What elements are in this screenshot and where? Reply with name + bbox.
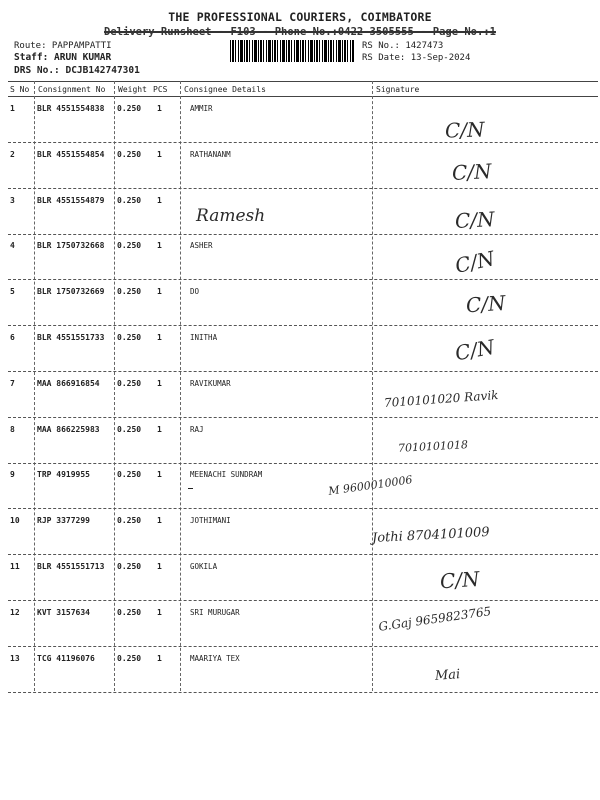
consignment-number: TRP 4919955: [37, 470, 90, 480]
row-serial-number: 5: [10, 287, 15, 297]
barcode-image: [230, 40, 354, 62]
pcs-value: 1: [157, 195, 162, 205]
pcs-value: 1: [157, 516, 162, 526]
column-header-sno: S No: [10, 85, 30, 94]
row-serial-number: 12: [10, 607, 20, 617]
weight-value: 0.250: [117, 378, 142, 388]
column-header-signature: Signature: [376, 85, 420, 94]
weight-value: 0.250: [117, 104, 142, 113]
pcs-value: 1: [157, 653, 162, 663]
row-separator: [8, 417, 598, 418]
handwritten-signature: M 9600010006: [327, 473, 414, 498]
consignee-name: MAARIYA TEX: [190, 653, 240, 663]
handwritten-signature: C/N: [454, 206, 496, 234]
handwritten-note: Ramesh: [196, 206, 266, 226]
weight-value: 0.250: [117, 241, 142, 251]
handwritten-signature: 7010101018: [397, 438, 469, 455]
weight-value: 0.250: [117, 195, 142, 205]
pcs-value: 1: [157, 241, 162, 251]
consignment-number: BLR 1750732669: [37, 287, 105, 297]
row-serial-number: 2: [10, 149, 15, 159]
consignment-number: KVT 3157634: [37, 607, 90, 617]
consignment-number: MAA 866225983: [37, 424, 100, 434]
consignment-number: BLR 4551551713: [37, 562, 105, 571]
consignment-number: BLR 4551554879: [37, 195, 105, 205]
handwritten-signature: Jothi 8704101009: [371, 524, 490, 547]
pcs-value: 1: [157, 333, 162, 342]
consignment-number: TCG 41196076: [37, 653, 95, 663]
weight-value: 0.250: [117, 333, 142, 342]
weight-value: 0.250: [117, 149, 142, 159]
consignment-number: BLR 1750732668: [37, 241, 105, 251]
consignment-number: MAA 866916854: [37, 378, 100, 388]
weight-value: 0.250: [117, 516, 142, 526]
staff-label: Staff: ARUN KUMAR: [14, 52, 112, 63]
weight-value: 0.250: [117, 287, 142, 297]
row-serial-number: 6: [10, 333, 15, 342]
row-serial-number: 4: [10, 241, 15, 251]
consignee-name: RATHANANM: [190, 149, 231, 159]
row-serial-number: 8: [10, 424, 15, 434]
row-separator: [8, 463, 598, 464]
handwritten-signature: Mai: [434, 667, 461, 684]
pcs-value: 1: [157, 287, 162, 297]
pcs-value: 1: [157, 470, 162, 480]
handwritten-signature: 7010101020 Ravik: [383, 388, 499, 410]
consignment-number: BLR 4551554838: [37, 104, 105, 113]
consignee-name: RAVIKUMAR: [190, 378, 231, 388]
column-header-pcs: PCS: [153, 85, 168, 94]
drs-number: DRS No.: DCJB142747301: [14, 65, 140, 76]
handwritten-signature: C/N: [451, 158, 493, 186]
pcs-value: 1: [157, 562, 162, 571]
consignee-name: ASHER: [190, 241, 213, 251]
row-separator: [8, 554, 598, 555]
row-serial-number: 3: [10, 195, 15, 205]
column-header-weight: Weight: [118, 85, 147, 94]
consignment-number: BLR 4551551733: [37, 333, 105, 342]
weight-value: 0.250: [117, 470, 142, 480]
row-separator: [8, 692, 598, 693]
row-separator: [8, 508, 598, 509]
handwritten-signature: C/N: [453, 334, 497, 366]
weight-value: 0.250: [117, 424, 142, 434]
table-top-border: [8, 81, 598, 82]
consignee-name: SRI MURUGAR: [190, 607, 240, 617]
page-title: THE PROFESSIONAL COURIERS, COIMBATORE: [168, 10, 432, 24]
consignee-name: RAJ: [190, 424, 204, 434]
rs-date: RS Date: 13-Sep-2024: [362, 53, 471, 63]
column-header-consignee: Consignee Details: [184, 85, 266, 94]
row-separator: [8, 234, 598, 235]
row-serial-number: 7: [10, 378, 15, 388]
table-header-border: [8, 96, 598, 97]
row-separator: [8, 371, 598, 372]
row-serial-number: 10: [10, 516, 20, 526]
handwritten-dash: [188, 488, 193, 489]
handwritten-signature: C/N: [444, 117, 485, 143]
weight-value: 0.250: [117, 562, 142, 571]
consignee-name: DO: [190, 287, 200, 297]
row-separator: [8, 600, 598, 601]
pcs-value: 1: [157, 378, 162, 388]
row-separator: [8, 279, 598, 280]
consignee-name: AMMIR: [190, 104, 213, 113]
pcs-value: 1: [157, 104, 162, 113]
consignee-name: JOTHIMANI: [190, 516, 231, 526]
row-serial-number: 9: [10, 470, 15, 480]
weight-value: 0.250: [117, 653, 142, 663]
consignment-number: RJP 3377299: [37, 516, 90, 526]
row-separator: [8, 188, 598, 189]
row-serial-number: 1: [10, 104, 15, 113]
handwritten-signature: C/N: [465, 290, 507, 318]
consignment-number: BLR 4551554854: [37, 149, 105, 159]
handwritten-signature: C/N: [452, 246, 497, 278]
route-label: Route: PAPPAMPATTI: [14, 41, 112, 51]
weight-value: 0.250: [117, 607, 142, 617]
consignee-name: INITHA: [190, 333, 218, 342]
pcs-value: 1: [157, 607, 162, 617]
row-separator: [8, 142, 598, 143]
row-serial-number: 11: [10, 562, 20, 571]
runsheet-subtitle: Delivery Runsheet - F103 - Phone No.:0422-3505555 - Page No.:1: [104, 26, 496, 38]
row-separator: [8, 646, 598, 647]
handwritten-signature: G.Gaj 9659823765: [377, 604, 493, 634]
rs-number: RS No.: 1427473: [362, 41, 444, 51]
row-separator: [8, 325, 598, 326]
pcs-value: 1: [157, 424, 162, 434]
pcs-value: 1: [157, 149, 162, 159]
consignee-name: MEENACHI SUNDRAM: [190, 470, 263, 480]
row-serial-number: 13: [10, 653, 20, 663]
consignee-name: GOKILA: [190, 562, 218, 571]
column-header-consignment: Consignment No: [38, 85, 106, 94]
handwritten-signature: C/N: [439, 566, 481, 594]
